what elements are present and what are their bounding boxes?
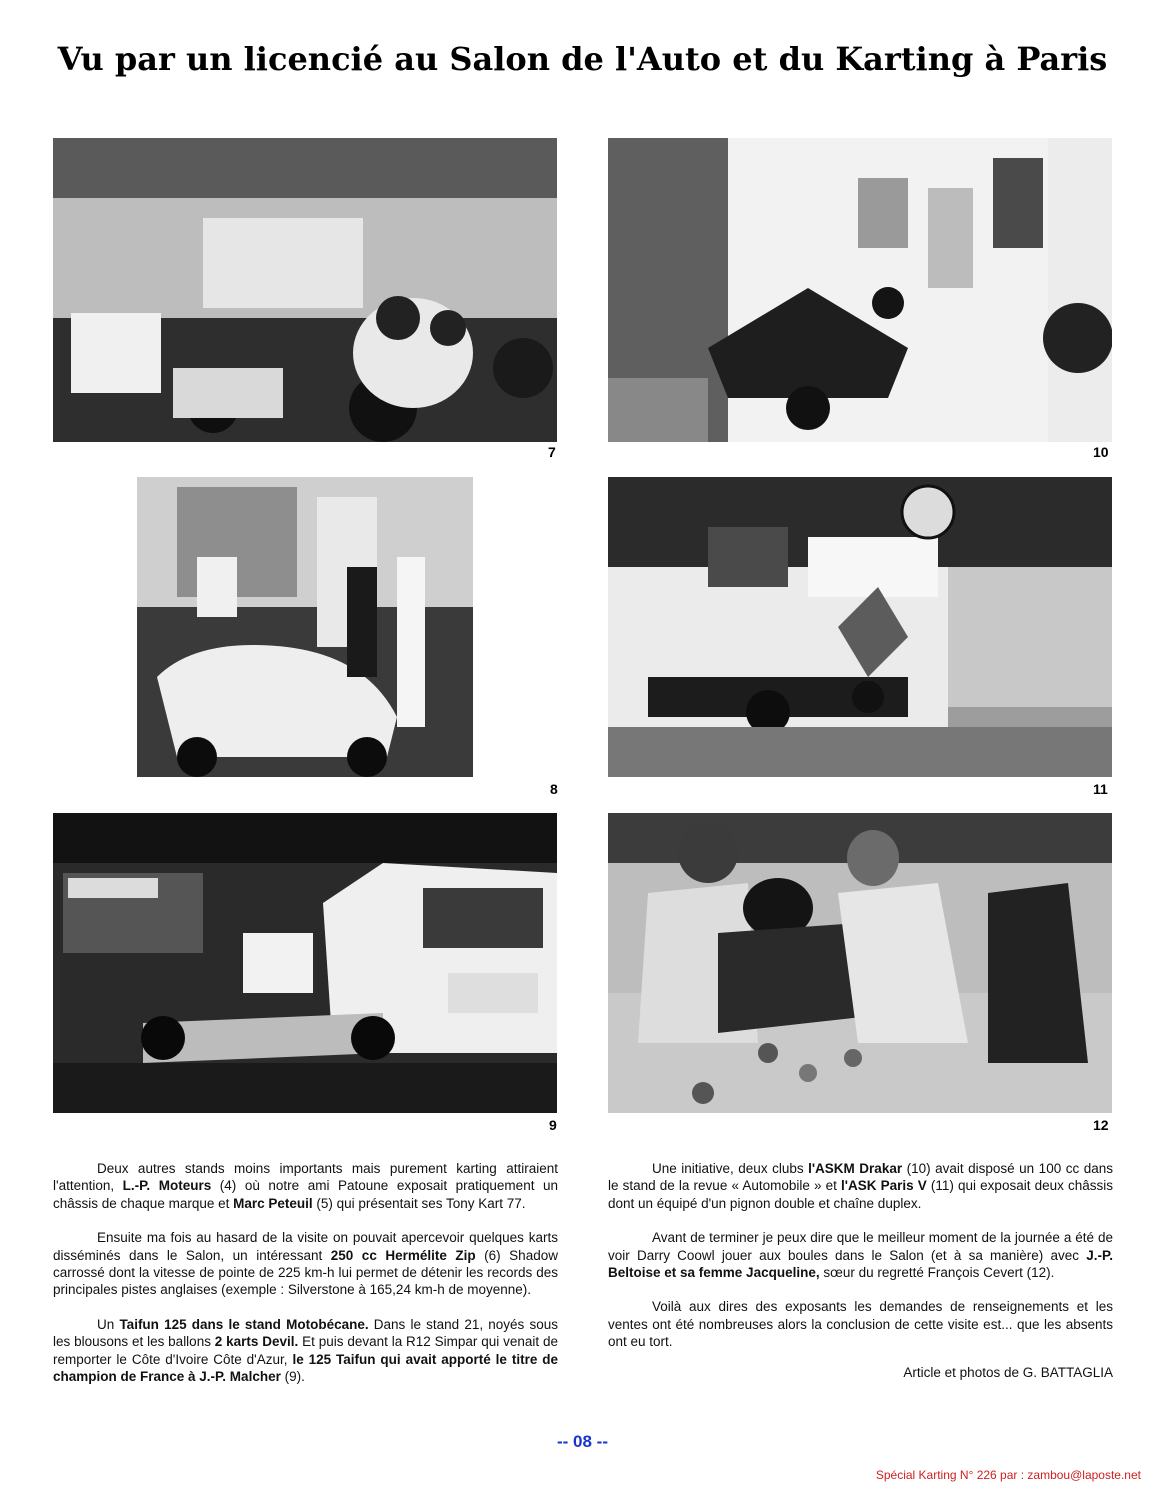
text: Et puis devant la R12 Simpar qui venait de remporter le Côte d'Ivoire Côte d'Azur,: [53, 1334, 558, 1367]
bold-text: Marc Peteuil: [233, 1195, 313, 1211]
text: Une initiative, deux clubs: [652, 1161, 809, 1176]
article-credit: Article et photos de G. BATTAGLIA: [903, 1364, 1113, 1380]
page-title: Vu par un licencié au Salon de l'Auto et du Karting à Paris: [57, 40, 1108, 78]
photo-simpar-r12-kart-icon: [53, 813, 557, 1113]
bold-text: Taifun 125 dans le stand Motobécane.: [119, 1316, 369, 1332]
paragraph: [53, 1316, 558, 1386]
photo-devil-karts-icon: [137, 477, 473, 777]
paragraph: [608, 1160, 1113, 1212]
photo-boules-players-icon: [608, 813, 1112, 1113]
photo-number-8: 8: [550, 781, 558, 797]
photo-number-11: 11: [1093, 781, 1108, 797]
text: (10) avait disposé un 100 cc dans le stand de la revue « Automobile » et: [608, 1161, 1113, 1194]
bold-text: 250 cc Hermélite Zip: [330, 1247, 476, 1263]
bold-text: J.-P. Beltoise et sa femme Jacqueline,: [608, 1247, 1113, 1281]
left-column-text: [53, 1160, 558, 1402]
photo-7: [53, 138, 557, 442]
photo-motorbikes-and-karts-icon: [53, 138, 557, 442]
paragraph: [53, 1160, 558, 1212]
bold-text: L.-P. Moteurs: [122, 1178, 212, 1194]
photo-number-7: 7: [548, 444, 556, 460]
text: sœur du regretté François Cevert (12).: [819, 1265, 1055, 1281]
photo-number-12: 12: [1093, 1117, 1109, 1133]
bold-text: l'ASKM Drakar: [808, 1161, 903, 1176]
text: (5) qui présentait ses Tony Kart 77.: [312, 1195, 526, 1211]
paragraph: [608, 1229, 1113, 1281]
photo-karts-drakar-stand-icon: [608, 138, 1112, 442]
text: (11) qui exposait deux châssis dont un équipé d'un pignon double et chaîne duplex.: [608, 1178, 1113, 1211]
text: Un: [97, 1316, 120, 1332]
text: Ensuite ma fois au hasard de la visite on pouvait apercevoir quelques karts disséminés dans le Salon, un intéressant: [53, 1230, 558, 1263]
text: (6) Shadow carrossé dont la vitesse de pointe de 225 km-h lui permet de détenir les records des principales pistes anglaises (exemple : Silverstone à 165,24 km-h de moyenne).: [53, 1247, 558, 1298]
text: Voilà aux dires des exposants les demandes de renseignements et les ventes ont été nombreuses alors la conclusion de cette visite est... que les absents ont eu tort.: [608, 1299, 1113, 1350]
photo-9: [53, 813, 557, 1113]
text: Dans le stand 21, noyés sous les blousons et les ballons: [53, 1316, 558, 1350]
bold-text: l'ASK Paris V: [841, 1178, 927, 1194]
photo-12: [608, 813, 1112, 1113]
photo-8: [137, 477, 473, 777]
paragraph: [53, 1229, 558, 1299]
text: (9).: [280, 1369, 305, 1385]
page-number: -- 08 --: [557, 1432, 608, 1451]
text: Avant de terminer je peux dire que le meilleur moment de la journée a été de voir Darry Coowl jouer aux boules dans le Salon (et à sa manière) avec: [608, 1230, 1113, 1263]
photo-11: [608, 477, 1112, 777]
right-column-text: [608, 1160, 1113, 1381]
bold-text: 2 karts Devil.: [214, 1334, 299, 1350]
text: Deux autres stands moins importants mais purement karting attiraient l'attention,: [53, 1161, 558, 1194]
footer-credit: Spécial Karting N° 226 par : zambou@laposte.net: [875, 1468, 1141, 1482]
photo-number-10: 10: [1093, 444, 1109, 460]
photo-10: [608, 138, 1112, 442]
photo-askarting-stand-icon: [608, 477, 1112, 777]
bold-text: le 125 Taifun qui avait apporté le titre de champion de France à J.-P. Malcher: [53, 1351, 558, 1385]
photo-number-9: 9: [549, 1117, 557, 1133]
paragraph: [608, 1298, 1113, 1350]
text: (4) où notre ami Patoune exposait pratiquement un châssis de chaque marque et: [53, 1178, 559, 1211]
